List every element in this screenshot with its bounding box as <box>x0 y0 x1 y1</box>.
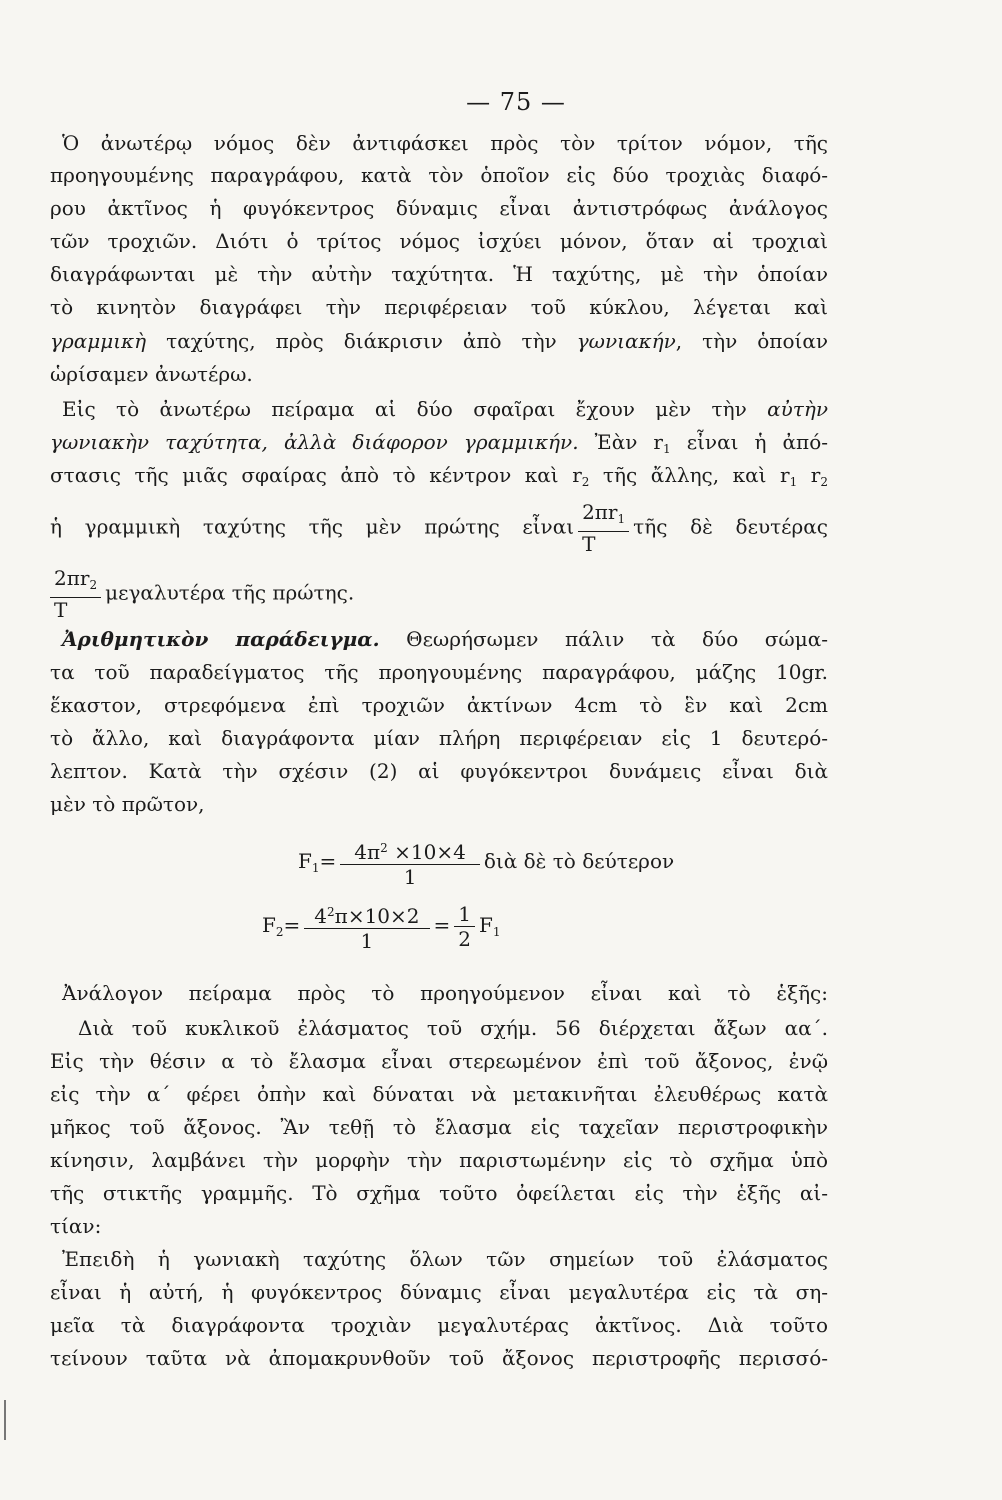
text-line: τὸ κινητὸν διαγράφει τὴν περιφέρειαν τοῦ κύκλου, λέγεται καὶ <box>50 295 828 319</box>
text-line: ὡρίσαμεν ἀνωτέρω. <box>50 362 253 386</box>
text-line: μῆκος τοῦ ἄξονος. Ἂν τεθῇ τὸ ἔλασμα εἰς ταχεῖαν περιστροφικὴν <box>50 1115 828 1139</box>
text-line: κίνησιν, λαμβάνει τὴν μορφὴν τὴν παριστωμένην εἰς τὸ σχῆμα ὑπὸ <box>50 1148 828 1172</box>
margin-line <box>4 1400 6 1440</box>
italic-term: γραμμικὴ <box>50 329 147 353</box>
text-line-with-fraction: $\frac{2\pi r_2}{T}$ μεγαλυτέρα τῆς πρώτης. <box>50 566 828 622</box>
text-line: εἶναι ἡ αὐτή, ἡ φυγόκεντρος δύναμις εἶναι μεγαλυτέρα εἰς τὰ ση- <box>50 1280 828 1304</box>
fraction: $\frac{4^2\pi\times 10\times 2}{1}$ <box>304 900 429 953</box>
text-line: προηγουμένης παραγράφου, κατὰ τὸν ὁποῖον εἰς δύο τροχιὰς διαφό- <box>50 163 828 187</box>
equation-f2: $F_2=$ $\frac{4^2\pi\times 10\times 2}{1}$ = $\frac{1}{2}$ $F_1$ <box>262 902 501 953</box>
text-line: Ἀνάλογον πείραμα πρὸς τὸ προηγούμενον εἶναι καὶ τὸ ἑξῆς: <box>62 981 828 1005</box>
text-line: Ἀριθμητικὸν παράδειγμα. Θεωρήσωμεν πάλιν τὰ δύο σώμα- <box>62 627 829 651</box>
text-line: εἰς τὴν α΄ φέρει ὀπὴν καὶ δύναται νὰ μετακινῆται ἐλευθέρως κατὰ <box>50 1082 828 1106</box>
text-line: τῶν τροχιῶν. Διότι ὁ τρίτος νόμος ἰσχύει μόνον, ὅταν αἱ τροχιαὶ <box>50 229 828 253</box>
text-line: τὸ ἄλλο, καὶ διαγράφοντα μίαν πλήρη περιφέρειαν εἰς 1 δευτερό- <box>50 726 828 750</box>
fraction: $\frac{2\pi r_2}{T}$ <box>50 566 101 622</box>
text-line: τείνουν ταῦτα νὰ ἀπομακρυνθοῦν τοῦ ἄξονος περιστροφῆς περισσό- <box>50 1346 828 1370</box>
fraction: $\frac{4\pi^2 \times 10\times 4}{1}$ <box>340 836 480 889</box>
text-line: Εἰς τὸ ἀνωτέρω πείραμα αἱ δύο σφαῖραι ἔχουν μὲν τὴν αὐτὴν <box>62 397 828 421</box>
fraction-half: $\frac{1}{2}$ <box>454 902 475 951</box>
text-line: ἕκαστον, στρεφόμενα ἐπὶ τροχιῶν ἀκτίνων 4cm τὸ ἓν καὶ 2cm <box>50 693 828 717</box>
page-number: — 75 — <box>466 88 566 116</box>
italic-term: αὐτὴν <box>767 397 828 421</box>
text-line: τῆς στικτῆς γραμμῆς. Τὸ σχῆμα τοῦτο ὀφείλεται εἰς τὴν ἑξῆς αἰ- <box>50 1181 828 1205</box>
text-line: Ὁ ἀνωτέρῳ νόμος δὲν ἀντιφάσκει πρὸς τὸν τρίτον νόμον, τῆς <box>62 131 828 155</box>
text-line: τα τοῦ παραδείγματος τῆς προηγουμένης παραγράφου, μάζης 10gr. <box>50 660 828 684</box>
text-line: στασις τῆς μιᾶς σφαίρας ἀπὸ τὸ κέντρον καὶ $r_2$ τῆς ἄλλης, καὶ $r_1$ $r_2$ <box>50 463 828 489</box>
text-line: μὲν τὸ πρῶτον, <box>50 792 205 816</box>
text-line: Εἰς τὴν θέσιν α τὸ ἔλασμα εἶναι στερεωμένον ἐπὶ τοῦ ἄξονος, ἐνῷ <box>50 1049 828 1073</box>
text-line: γωνιακὴν ταχύτητα, ἀλλὰ διάφορον γραμμικήν. Ἐὰν $r_1$ εἶναι ἡ ἀπό- <box>50 430 828 456</box>
text-line: μεῖα τὰ διαγράφοντα τροχιὰν μεγαλυτέρας ἀκτῖνος. Διὰ τοῦτο <box>50 1313 828 1337</box>
text-line: Διὰ τοῦ κυκλικοῦ ἐλάσματος τοῦ σχήμ. 56 διέρχεται ἄξων αα΄. <box>78 1016 828 1040</box>
italic-term: γωνιακήν <box>576 329 676 353</box>
text-line: τίαν: <box>50 1214 102 1238</box>
text-line: λεπτον. Κατὰ τὴν σχέσιν (2) αἱ φυγόκεντροι δυνάμεις εἶναι διὰ <box>50 759 828 783</box>
italic-term: γωνιακὴν ταχύτητα, ἀλλὰ διάφορον γραμμικήν. <box>50 430 579 454</box>
text-line: διαγράφωνται μὲ τὴν αὐτὴν ταχύτητα. Ἡ ταχύτης, μὲ τὴν ὁποίαν <box>50 262 828 286</box>
text-line: Ἐπειδὴ ἡ γωνιακὴ ταχύτης ὅλων τῶν σημείων τοῦ ἐλάσματος <box>62 1247 828 1271</box>
equation-f1: $F_1=$ $\frac{4\pi^2 \times 10\times 4}{1}$ διὰ δὲ τὸ δεύτερον <box>298 836 674 892</box>
text-line-with-fraction: ἡ γραμμικὴ ταχύτης τῆς μὲν πρώτης εἶναι $\frac{2\pi r_1}{T}$ τῆς δὲ δευτέρας <box>50 500 828 556</box>
example-heading: Ἀριθμητικὸν παράδειγμα. <box>62 627 380 651</box>
text-line: ρου ἀκτῖνος ἡ φυγόκεντρος δύναμις εἶναι ἀντιστρόφως ἀνάλογος <box>50 196 828 220</box>
text-line: γραμμικὴ ταχύτης, πρὸς διάκρισιν ἀπὸ τὴν γωνιακήν, τὴν ὁποίαν <box>50 329 828 353</box>
fraction: $\frac{2\pi r_1}{T}$ <box>578 500 629 556</box>
